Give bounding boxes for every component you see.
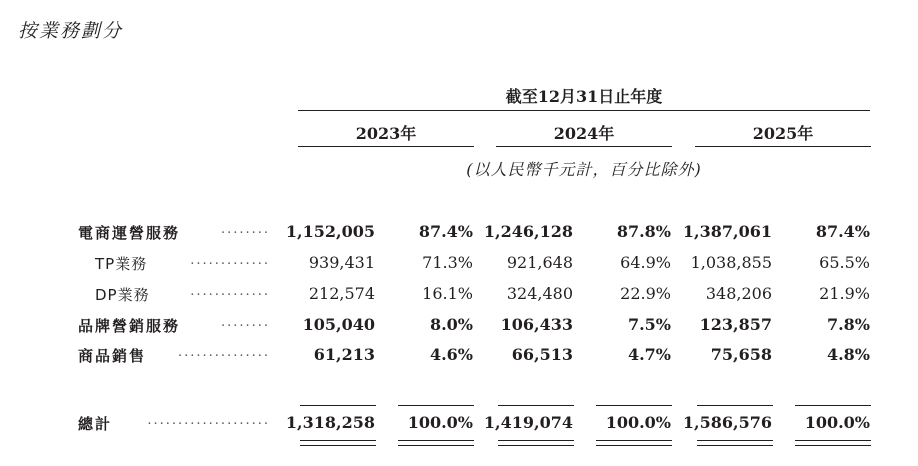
cell-2023-amount: 105,040 [302,315,375,334]
total-label: 總計 [78,415,113,433]
cell-2023-percent: 16.1% [422,284,473,303]
cell-2025-amount: 1,387,061 [682,222,772,241]
cell-2025-amount: 123,857 [699,315,772,334]
year-rule-2024 [496,146,672,147]
row-leader: ........ [220,315,270,330]
year-header-2023: 2023年 [355,124,417,143]
total-top-rule [300,405,376,406]
row-label: 商品銷售 [78,347,147,365]
total-double-rule [398,440,474,446]
cell-2024-percent: 7.5% [627,315,671,334]
row-label: 品牌營銷服務 [78,317,181,335]
total-double-rule [300,440,376,446]
cell-2025-percent: 7.8% [826,315,870,334]
cell-2024-percent: 22.9% [620,284,671,303]
total-2023-percent: 100.0% [407,413,473,432]
table-row [0,345,918,369]
cell-2024-percent: 64.9% [620,253,671,272]
section-title: 按業務劃分 [18,20,124,42]
cell-2024-amount: 1,246,128 [483,222,573,241]
cell-2023-amount: 939,431 [308,253,375,272]
total-row [0,413,918,437]
row-leader: ........ [220,222,270,237]
total-2025-percent: 100.0% [804,413,870,432]
row-leader: .................... [147,413,270,428]
year-rule-2023 [298,146,474,147]
row-label: TP業務 [95,255,148,273]
total-double-rule [795,440,871,446]
cell-2023-percent: 8.0% [429,315,473,334]
row-leader: ............... [178,345,270,360]
row-label: 電商運營服務 [78,224,181,242]
table-row [0,315,918,339]
cell-2023-percent: 87.4% [418,222,473,241]
cell-2025-percent: 4.8% [826,345,870,364]
total-top-rule [398,405,474,406]
total-top-rule [596,405,672,406]
cell-2024-percent: 87.8% [616,222,671,241]
total-double-rule [498,440,574,446]
cell-2024-amount: 324,480 [506,284,573,303]
cell-2023-amount: 212,574 [308,284,375,303]
cell-2024-percent: 4.7% [627,345,671,364]
total-2024-percent: 100.0% [605,413,671,432]
cell-2025-amount: 1,038,855 [690,253,772,272]
total-top-rule [498,405,574,406]
cell-2024-amount: 106,433 [500,315,573,334]
unit-note: (以人民幣千元計，百分比除外) [466,160,702,179]
total-2024-amount: 1,419,074 [483,413,573,432]
year-header-2024: 2024年 [553,124,615,143]
cell-2025-percent: 65.5% [819,253,870,272]
cell-2025-amount: 75,658 [710,345,772,364]
row-label: DP業務 [95,286,150,304]
total-double-rule [596,440,672,446]
cell-2024-amount: 66,513 [511,345,573,364]
period-header-rule [298,110,870,111]
cell-2025-percent: 87.4% [815,222,870,241]
cell-2023-amount: 1,152,005 [285,222,375,241]
table-row [0,222,918,246]
cell-2023-percent: 71.3% [422,253,473,272]
row-leader: ............. [190,253,270,268]
cell-2024-amount: 921,648 [506,253,573,272]
table-row [0,253,918,277]
cell-2025-percent: 21.9% [819,284,870,303]
year-header-2025: 2025年 [752,124,814,143]
cell-2023-percent: 4.6% [429,345,473,364]
cell-2023-amount: 61,213 [313,345,375,364]
total-top-rule [795,405,871,406]
total-2025-amount: 1,586,576 [682,413,772,432]
row-leader: ............. [190,284,270,299]
cell-2025-amount: 348,206 [705,284,772,303]
total-2023-amount: 1,318,258 [285,413,375,432]
total-double-rule [697,440,773,446]
period-header: 截至12月31日止年度 [505,87,663,106]
total-top-rule [697,405,773,406]
table-row [0,284,918,308]
year-rule-2025 [695,146,871,147]
